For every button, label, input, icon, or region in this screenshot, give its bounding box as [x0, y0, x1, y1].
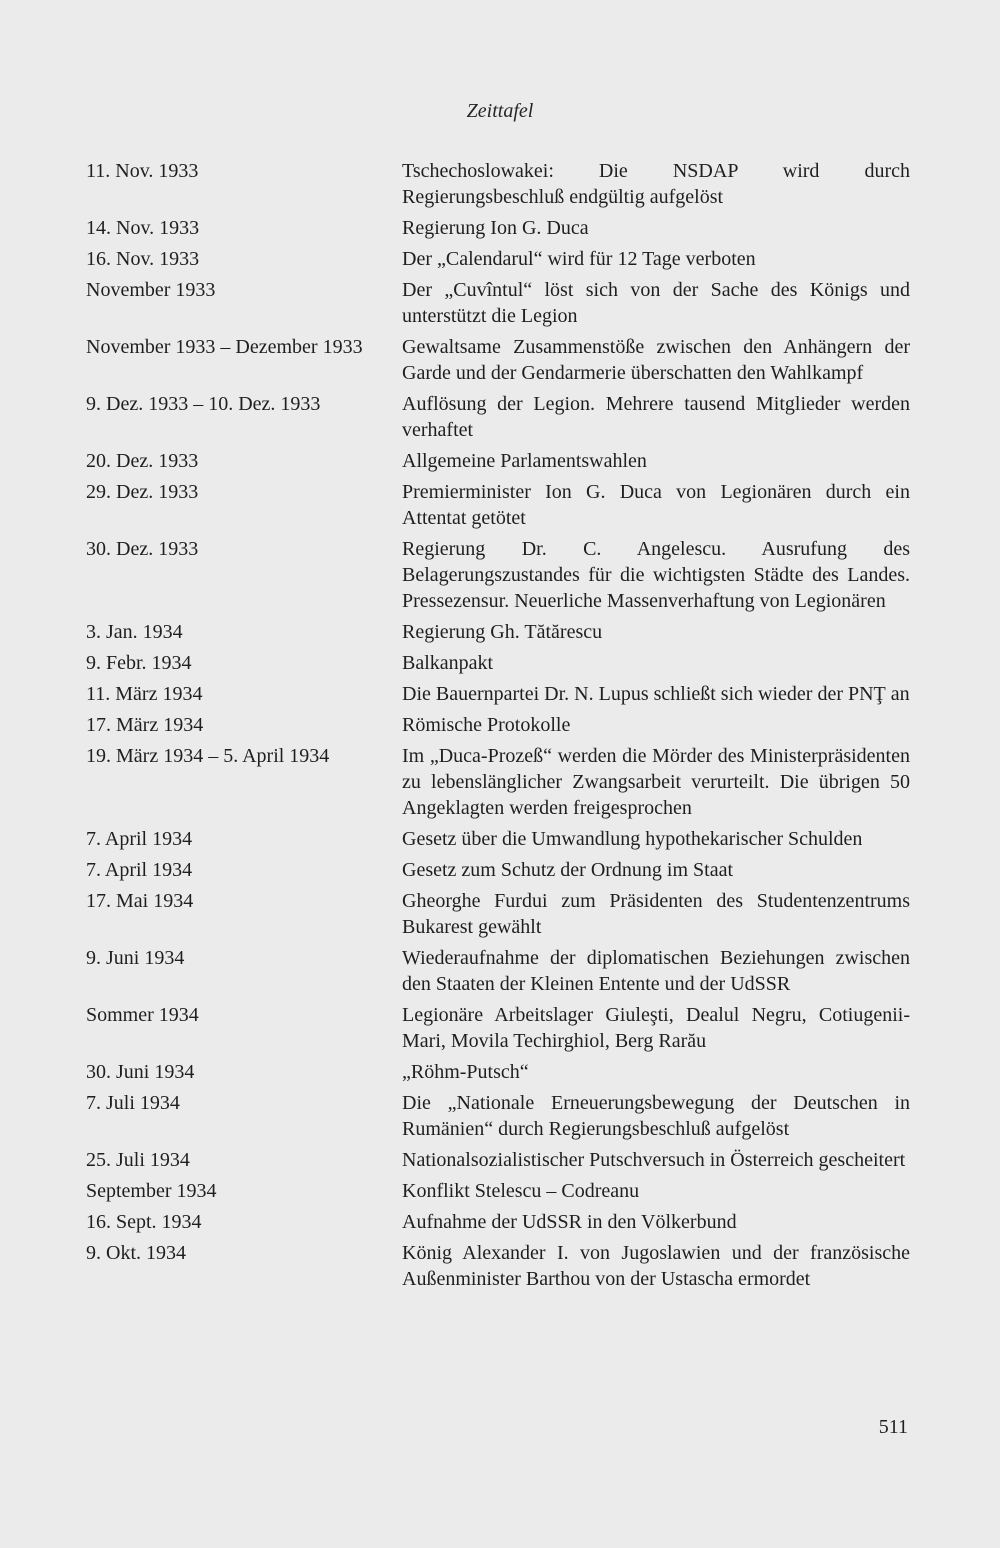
entry-event: Die Bauernpartei Dr. N. Lupus schließt sich wieder der PNŢ an [402, 683, 910, 705]
entry-date: 29. Dez. 1933 [86, 481, 199, 503]
entry-event: Allgemeine Parlamentswahlen [402, 450, 647, 472]
chronology-table [86, 158, 912, 1297]
entry-event: Im „Duca-Prozeß“ werden die Mörder des Ministerpräsidenten zu lebenslänglicher Zwangsarbeit verurteilt. Die übrigen 50 Angeklagten werden freigesprochen [402, 745, 910, 819]
timeline-entry [86, 888, 912, 945]
timeline-entry [86, 1059, 912, 1090]
entry-event: Wiederaufnahme der diplomatischen Beziehungen zwischen den Staaten der Kleinen Entente und der UdSSR [402, 947, 910, 995]
entry-date: 3. Jan. 1934 [86, 621, 183, 643]
entry-event: Gesetz zum Schutz der Ordnung im Staat [402, 859, 734, 881]
entry-date: 25. Juli 1934 [86, 1149, 190, 1171]
entry-event: Tschechoslowakei: Die NSDAP wird durch Regierungsbeschluß endgültig aufgelöst [402, 160, 910, 208]
entry-date: Sommer 1934 [86, 1004, 199, 1026]
entry-date: 17. Mai 1934 [86, 890, 194, 912]
entry-event: Nationalsozialistischer Putschversuch in Österreich gescheitert [402, 1149, 906, 1171]
entry-event: Die „Nationale Erneuerungsbewegung der Deutschen in Rumänien“ durch Regierungsbeschluß aufgelöst [402, 1092, 910, 1140]
entry-event: Regierung Gh. Tătărescu [402, 621, 603, 643]
timeline-entry [86, 246, 912, 277]
entry-event: Der „Calendarul“ wird für 12 Tage verboten [402, 248, 756, 270]
entry-event: Römische Protokolle [402, 714, 571, 736]
entry-date: 16. Nov. 1933 [86, 248, 200, 270]
entry-event: Auflösung der Legion. Mehrere tausend Mitglieder werden verhaftet [402, 393, 910, 441]
timeline-entry [86, 1240, 912, 1297]
entry-event: Gesetz über die Umwandlung hypothekarischer Schulden [402, 828, 863, 850]
timeline-entry [86, 1002, 912, 1059]
timeline-entry [86, 158, 912, 215]
entry-date: 9. Febr. 1934 [86, 652, 192, 674]
timeline-entry [86, 681, 912, 712]
timeline-entry [86, 712, 912, 743]
page-header: Zeittafel [466, 100, 534, 122]
entry-date: 17. März 1934 [86, 714, 204, 736]
entry-date: 20. Dez. 1933 [86, 450, 199, 472]
entry-date: 7. April 1934 [86, 828, 193, 850]
timeline-entry [86, 479, 912, 536]
timeline-entry [86, 391, 912, 448]
entry-date: September 1934 [86, 1180, 217, 1202]
timeline-entry [86, 1178, 912, 1209]
timeline-entry [86, 857, 912, 888]
timeline-entry [86, 619, 912, 650]
entry-date: 14. Nov. 1933 [86, 217, 200, 239]
timeline-entry [86, 650, 912, 681]
timeline-entry [86, 1147, 912, 1178]
timeline-entry [86, 277, 912, 334]
entry-event: Balkanpakt [402, 652, 494, 674]
entry-date: 9. Okt. 1934 [86, 1242, 186, 1264]
timeline-entry [86, 743, 912, 826]
entry-event: Der „Cuvîntul“ löst sich von der Sache des Königs und unterstützt die Legion [402, 279, 910, 327]
timeline-entry [86, 1209, 912, 1240]
timeline-entry [86, 826, 912, 857]
entry-date: 16. Sept. 1934 [86, 1211, 202, 1233]
entry-date: 11. März 1934 [86, 683, 203, 705]
timeline-entry [86, 536, 912, 619]
timeline-entry [86, 215, 912, 246]
entry-event: Premierminister Ion G. Duca von Legionären durch ein Attentat getötet [402, 481, 910, 529]
entry-date: 30. Juni 1934 [86, 1061, 195, 1083]
page-number: 511 [878, 1416, 908, 1438]
entry-event: Regierung Dr. C. Angelescu. Ausrufung des Belagerungszustandes für die wichtigsten Städte des Landes. Pressezensur. Neuerliche Massenverhaftung von Legionären [402, 538, 910, 612]
timeline-entry [86, 1090, 912, 1147]
entry-date: 9. Juni 1934 [86, 947, 185, 969]
entry-date: 7. April 1934 [86, 859, 193, 881]
entry-date: November 1933 – Dezember 1933 [86, 336, 363, 358]
entry-date: 30. Dez. 1933 [86, 538, 199, 560]
entry-event: „Röhm-Putsch“ [402, 1061, 529, 1083]
timeline-entry [86, 334, 912, 391]
entry-event: Regierung Ion G. Duca [402, 217, 589, 239]
entry-event: Aufnahme der UdSSR in den Völkerbund [402, 1211, 737, 1233]
entry-date: 19. März 1934 – 5. April 1934 [86, 745, 330, 767]
entry-event: Legionäre Arbeitslager Giuleşti, Dealul Negru, Cotiugenii-Mari, Movila Techirghiol, Berg Rarău [402, 1004, 910, 1052]
timeline-entry [86, 448, 912, 479]
entry-date: 7. Juli 1934 [86, 1092, 180, 1114]
entry-date: November 1933 [86, 279, 216, 301]
entry-event: Konflikt Stelescu – Codreanu [402, 1180, 640, 1202]
entry-event: Gheorghe Furdui zum Präsidenten des Studentenzentrums Bukarest gewählt [402, 890, 910, 938]
entry-date: 9. Dez. 1933 – 10. Dez. 1933 [86, 393, 321, 415]
entry-date: 11. Nov. 1933 [86, 160, 199, 182]
timeline-entry [86, 945, 912, 1002]
entry-event: König Alexander I. von Jugoslawien und der französische Außenminister Barthou von der Ustascha ermordet [402, 1242, 910, 1290]
entry-event: Gewaltsame Zusammenstöße zwischen den Anhängern der Garde und der Gendarmerie überschatten den Wahlkampf [402, 336, 910, 384]
